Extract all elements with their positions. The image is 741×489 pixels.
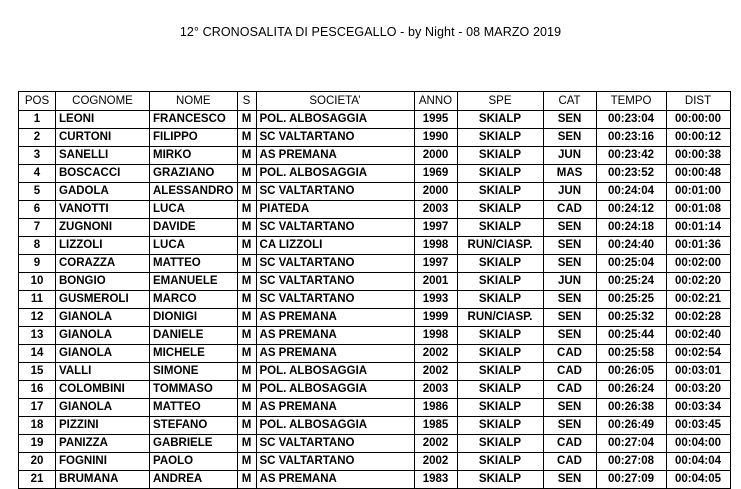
cell-anno: 1993	[414, 291, 457, 309]
cell-cognome: CURTONI	[56, 129, 150, 147]
cell-anno: 2000	[414, 183, 457, 201]
cell-societa: SC VALTARTANO	[256, 273, 414, 291]
cell-sesso: M	[237, 237, 256, 255]
cell-dist: 00:01:36	[666, 237, 730, 255]
cell-societa: AS PREMANA	[256, 309, 414, 327]
cell-spe: RUN/CIASP.	[457, 237, 543, 255]
table-row	[19, 237, 731, 255]
cell-pos: 3	[19, 147, 56, 165]
cell-cognome: GIANOLA	[56, 345, 150, 363]
header-anno: ANNO	[414, 92, 457, 111]
cell-cognome: CORAZZA	[56, 255, 150, 273]
cell-spe: SKIALP	[457, 363, 543, 381]
cell-societa: SC VALTARTANO	[256, 255, 414, 273]
cell-dist: 00:01:14	[666, 219, 730, 237]
cell-dist: 00:00:38	[666, 147, 730, 165]
table-row	[19, 147, 731, 165]
cell-pos: 15	[19, 363, 56, 381]
cell-cognome: BOSCACCI	[56, 165, 150, 183]
table-row	[19, 129, 731, 147]
cell-cognome: SANELLI	[56, 147, 150, 165]
cell-dist: 00:03:45	[666, 417, 730, 435]
cell-sesso: M	[237, 381, 256, 399]
cell-anno: 1990	[414, 129, 457, 147]
cell-spe: SKIALP	[457, 201, 543, 219]
cell-dist: 00:04:00	[666, 435, 730, 453]
cell-cognome: GIANOLA	[56, 399, 150, 417]
cell-cognome: GIANOLA	[56, 309, 150, 327]
cell-pos: 7	[19, 219, 56, 237]
table-row	[19, 111, 731, 129]
cell-sesso: M	[237, 165, 256, 183]
cell-nome: EMANUELE	[150, 273, 238, 291]
cell-cat: SEN	[543, 309, 596, 327]
cell-nome: LUCA	[150, 237, 238, 255]
cell-societa: SC VALTARTANO	[256, 183, 414, 201]
cell-tempo: 00:25:44	[596, 327, 666, 345]
results-table	[18, 91, 731, 489]
header-nome: NOME	[150, 92, 238, 111]
cell-dist: 00:02:54	[666, 345, 730, 363]
cell-nome: LUCA	[150, 201, 238, 219]
cell-tempo: 00:25:24	[596, 273, 666, 291]
header-row	[19, 92, 731, 111]
cell-dist: 00:03:20	[666, 381, 730, 399]
cell-spe: SKIALP	[457, 147, 543, 165]
cell-spe: SKIALP	[457, 453, 543, 471]
cell-dist: 00:04:04	[666, 453, 730, 471]
cell-cat: SEN	[543, 291, 596, 309]
cell-nome: DAVIDE	[150, 219, 238, 237]
cell-cognome: PANIZZA	[56, 435, 150, 453]
cell-cognome: BONGIO	[56, 273, 150, 291]
cell-sesso: M	[237, 129, 256, 147]
table-row	[19, 219, 731, 237]
header-societa: SOCIETA’	[256, 92, 414, 111]
cell-pos: 18	[19, 417, 56, 435]
document-title: 12° CRONOSALITA DI PESCEGALLO - by Night - 08 MARZO 2019	[179, 25, 562, 39]
cell-cognome: GUSMEROLI	[56, 291, 150, 309]
cell-sesso: M	[237, 309, 256, 327]
cell-sesso: M	[237, 255, 256, 273]
cell-societa: POL. ALBOSAGGIA	[256, 381, 414, 399]
cell-pos: 20	[19, 453, 56, 471]
cell-cognome: GADOLA	[56, 183, 150, 201]
cell-dist: 00:03:01	[666, 363, 730, 381]
cell-dist: 00:03:34	[666, 399, 730, 417]
cell-spe: SKIALP	[457, 219, 543, 237]
cell-dist: 00:02:40	[666, 327, 730, 345]
cell-cat: SEN	[543, 327, 596, 345]
cell-cat: SEN	[543, 417, 596, 435]
cell-sesso: M	[237, 273, 256, 291]
cell-tempo: 00:23:52	[596, 165, 666, 183]
cell-dist: 00:02:21	[666, 291, 730, 309]
cell-sesso: M	[237, 183, 256, 201]
cell-tempo: 00:23:16	[596, 129, 666, 147]
cell-anno: 1986	[414, 399, 457, 417]
cell-sesso: M	[237, 363, 256, 381]
cell-cognome: VALLI	[56, 363, 150, 381]
cell-cat: SEN	[543, 129, 596, 147]
cell-pos: 17	[19, 399, 56, 417]
cell-cognome: GIANOLA	[56, 327, 150, 345]
cell-sesso: M	[237, 399, 256, 417]
cell-spe: SKIALP	[457, 255, 543, 273]
cell-societa: SC VALTARTANO	[256, 435, 414, 453]
cell-cat: SEN	[543, 111, 596, 129]
cell-anno: 1999	[414, 309, 457, 327]
table-row	[19, 273, 731, 291]
cell-tempo: 00:23:42	[596, 147, 666, 165]
cell-dist: 00:00:12	[666, 129, 730, 147]
cell-tempo: 00:24:12	[596, 201, 666, 219]
cell-spe: SKIALP	[457, 327, 543, 345]
cell-pos: 13	[19, 327, 56, 345]
table-row	[19, 417, 731, 435]
cell-spe: SKIALP	[457, 471, 543, 489]
cell-pos: 16	[19, 381, 56, 399]
cell-cognome: COLOMBINI	[56, 381, 150, 399]
cell-nome: FRANCESCO	[150, 111, 238, 129]
cell-sesso: M	[237, 201, 256, 219]
cell-dist: 00:01:00	[666, 183, 730, 201]
cell-cognome: BRUMANA	[56, 471, 150, 489]
cell-spe: SKIALP	[457, 435, 543, 453]
cell-dist: 00:02:20	[666, 273, 730, 291]
cell-spe: SKIALP	[457, 111, 543, 129]
table-row	[19, 183, 731, 201]
cell-societa: POL. ALBOSAGGIA	[256, 111, 414, 129]
cell-spe: SKIALP	[457, 345, 543, 363]
cell-cat: SEN	[543, 237, 596, 255]
cell-nome: DANIELE	[150, 327, 238, 345]
cell-spe: SKIALP	[457, 273, 543, 291]
cell-spe: SKIALP	[457, 291, 543, 309]
cell-cognome: ZUGNONI	[56, 219, 150, 237]
cell-anno: 2003	[414, 381, 457, 399]
cell-societa: SC VALTARTANO	[256, 219, 414, 237]
cell-nome: GRAZIANO	[150, 165, 238, 183]
cell-cat: CAD	[543, 381, 596, 399]
cell-nome: STEFANO	[150, 417, 238, 435]
cell-anno: 1997	[414, 255, 457, 273]
header-sesso: S	[237, 92, 256, 111]
header-dist: DIST	[666, 92, 730, 111]
cell-pos: 11	[19, 291, 56, 309]
cell-cat: SEN	[543, 219, 596, 237]
cell-nome: MARCO	[150, 291, 238, 309]
cell-societa: AS PREMANA	[256, 471, 414, 489]
cell-societa: SC VALTARTANO	[256, 291, 414, 309]
cell-pos: 10	[19, 273, 56, 291]
header-pos: POS	[19, 92, 56, 111]
cell-dist: 00:00:48	[666, 165, 730, 183]
cell-anno: 2002	[414, 435, 457, 453]
cell-sesso: M	[237, 327, 256, 345]
table-row	[19, 399, 731, 417]
cell-tempo: 00:27:04	[596, 435, 666, 453]
cell-spe: SKIALP	[457, 399, 543, 417]
cell-cognome: FOGNINI	[56, 453, 150, 471]
cell-cat: JUN	[543, 273, 596, 291]
cell-pos: 1	[19, 111, 56, 129]
cell-sesso: M	[237, 345, 256, 363]
table-row	[19, 201, 731, 219]
cell-nome: ALESSANDRO	[150, 183, 238, 201]
cell-nome: PAOLO	[150, 453, 238, 471]
cell-anno: 1998	[414, 327, 457, 345]
cell-societa: AS PREMANA	[256, 399, 414, 417]
table-row	[19, 327, 731, 345]
cell-pos: 12	[19, 309, 56, 327]
cell-cat: CAD	[543, 201, 596, 219]
cell-tempo: 00:25:32	[596, 309, 666, 327]
header-spe: SPE	[457, 92, 543, 111]
cell-nome: ANDREA	[150, 471, 238, 489]
cell-nome: GABRIELE	[150, 435, 238, 453]
cell-cat: CAD	[543, 363, 596, 381]
cell-nome: MATTEO	[150, 255, 238, 273]
cell-tempo: 00:26:38	[596, 399, 666, 417]
cell-cat: SEN	[543, 471, 596, 489]
header-cat: CAT	[543, 92, 596, 111]
cell-societa: PIATEDA	[256, 201, 414, 219]
cell-nome: FILIPPO	[150, 129, 238, 147]
cell-pos: 6	[19, 201, 56, 219]
table-row	[19, 363, 731, 381]
cell-spe: SKIALP	[457, 381, 543, 399]
header-tempo: TEMPO	[596, 92, 666, 111]
table-row	[19, 255, 731, 273]
cell-cat: MAS	[543, 165, 596, 183]
cell-tempo: 00:26:24	[596, 381, 666, 399]
cell-societa: AS PREMANA	[256, 345, 414, 363]
cell-pos: 2	[19, 129, 56, 147]
cell-sesso: M	[237, 435, 256, 453]
cell-cognome: VANOTTI	[56, 201, 150, 219]
cell-cat: SEN	[543, 255, 596, 273]
cell-cat: JUN	[543, 147, 596, 165]
table-row	[19, 345, 731, 363]
cell-tempo: 00:24:40	[596, 237, 666, 255]
cell-anno: 2002	[414, 453, 457, 471]
cell-pos: 9	[19, 255, 56, 273]
cell-cat: CAD	[543, 435, 596, 453]
cell-societa: SC VALTARTANO	[256, 129, 414, 147]
cell-societa: AS PREMANA	[256, 147, 414, 165]
cell-pos: 8	[19, 237, 56, 255]
cell-sesso: M	[237, 219, 256, 237]
cell-tempo: 00:26:05	[596, 363, 666, 381]
cell-spe: SKIALP	[457, 417, 543, 435]
cell-nome: MIRKO	[150, 147, 238, 165]
cell-nome: TOMMASO	[150, 381, 238, 399]
cell-nome: SIMONE	[150, 363, 238, 381]
cell-societa: CA LIZZOLI	[256, 237, 414, 255]
header-cognome: COGNOME	[56, 92, 150, 111]
cell-spe: SKIALP	[457, 165, 543, 183]
cell-dist: 00:01:08	[666, 201, 730, 219]
cell-spe: SKIALP	[457, 183, 543, 201]
cell-pos: 14	[19, 345, 56, 363]
table-row	[19, 381, 731, 399]
cell-tempo: 00:25:25	[596, 291, 666, 309]
cell-anno: 1983	[414, 471, 457, 489]
cell-dist: 00:00:00	[666, 111, 730, 129]
cell-anno: 2002	[414, 345, 457, 363]
cell-sesso: M	[237, 111, 256, 129]
cell-tempo: 00:23:04	[596, 111, 666, 129]
cell-tempo: 00:25:04	[596, 255, 666, 273]
cell-pos: 5	[19, 183, 56, 201]
cell-tempo: 00:26:49	[596, 417, 666, 435]
cell-nome: DIONIGI	[150, 309, 238, 327]
table-row	[19, 291, 731, 309]
cell-sesso: M	[237, 417, 256, 435]
table-row	[19, 165, 731, 183]
table-row	[19, 435, 731, 453]
cell-cat: CAD	[543, 453, 596, 471]
cell-cat: CAD	[543, 345, 596, 363]
cell-nome: MICHELE	[150, 345, 238, 363]
cell-anno: 1998	[414, 237, 457, 255]
table-row	[19, 453, 731, 471]
cell-spe: RUN/CIASP.	[457, 309, 543, 327]
cell-cognome: LIZZOLI	[56, 237, 150, 255]
cell-anno: 2001	[414, 273, 457, 291]
cell-sesso: M	[237, 147, 256, 165]
cell-pos: 19	[19, 435, 56, 453]
cell-anno: 1995	[414, 111, 457, 129]
cell-cat: JUN	[543, 183, 596, 201]
cell-cognome: PIZZINI	[56, 417, 150, 435]
cell-societa: SC VALTARTANO	[256, 453, 414, 471]
cell-sesso: M	[237, 291, 256, 309]
cell-societa: POL. ALBOSAGGIA	[256, 363, 414, 381]
cell-anno: 2000	[414, 147, 457, 165]
cell-nome: MATTEO	[150, 399, 238, 417]
cell-anno: 2002	[414, 363, 457, 381]
cell-dist: 00:02:00	[666, 255, 730, 273]
cell-sesso: M	[237, 453, 256, 471]
cell-cat: SEN	[543, 399, 596, 417]
cell-pos: 4	[19, 165, 56, 183]
cell-cognome: LEONI	[56, 111, 150, 129]
cell-dist: 00:04:05	[666, 471, 730, 489]
cell-anno: 2003	[414, 201, 457, 219]
cell-anno: 1969	[414, 165, 457, 183]
cell-tempo: 00:27:09	[596, 471, 666, 489]
cell-pos: 21	[19, 471, 56, 489]
cell-anno: 1985	[414, 417, 457, 435]
cell-anno: 1997	[414, 219, 457, 237]
cell-tempo: 00:25:58	[596, 345, 666, 363]
cell-societa: POL. ALBOSAGGIA	[256, 165, 414, 183]
table-row	[19, 309, 731, 327]
cell-societa: AS PREMANA	[256, 327, 414, 345]
cell-tempo: 00:24:04	[596, 183, 666, 201]
cell-spe: SKIALP	[457, 129, 543, 147]
cell-tempo: 00:24:18	[596, 219, 666, 237]
cell-tempo: 00:27:08	[596, 453, 666, 471]
cell-dist: 00:02:28	[666, 309, 730, 327]
cell-sesso: M	[237, 471, 256, 489]
cell-societa: POL. ALBOSAGGIA	[256, 417, 414, 435]
